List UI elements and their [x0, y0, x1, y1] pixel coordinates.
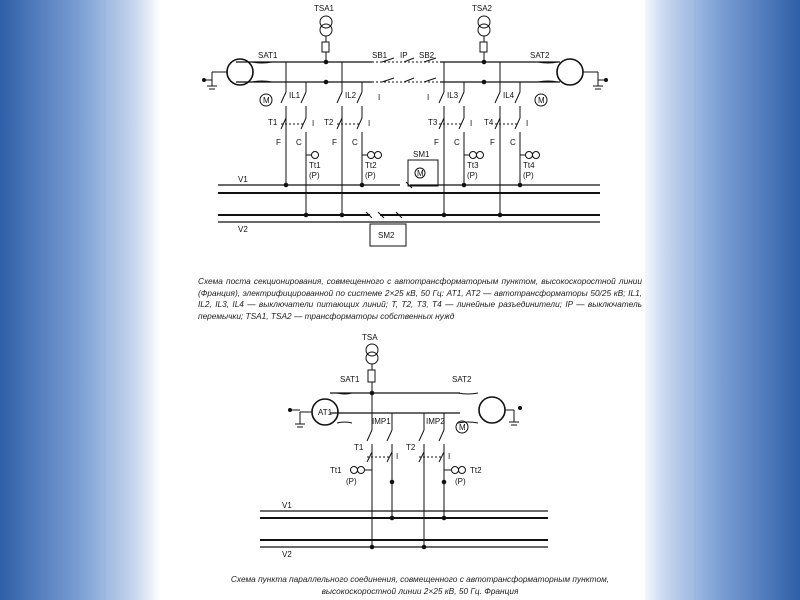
label-imp2: IMP2 [426, 417, 445, 426]
label-sat1: SAT1 [258, 51, 278, 60]
label-il4: IL4 [503, 91, 515, 100]
label-ip: IP [400, 51, 408, 60]
label-f1: F [276, 138, 281, 147]
label-c4: C [510, 138, 516, 147]
label-f4: F [490, 138, 495, 147]
label-c1: C [296, 138, 302, 147]
feeder-imp1 [354, 393, 398, 549]
label-i-d2b: I [448, 452, 451, 461]
diagram-1 [203, 4, 608, 246]
label-il3: IL3 [447, 91, 459, 100]
track-v1-d2 [260, 501, 548, 518]
label-sat1-d2: SAT1 [340, 375, 360, 384]
label-motor-d2: M [459, 423, 466, 432]
label-i3: I [470, 119, 473, 128]
label-i-d2a: I [396, 452, 399, 461]
label-v1: V1 [238, 175, 248, 184]
label-f2: F [332, 138, 337, 147]
label-p-d2b: (P) [455, 477, 466, 486]
diagram-2-caption: Схема пункта параллельного соединения, совмещенного с автотрансформаторным пунктом, высокоскоростной линии 2×25 кВ, 50 Гц. Франция [230, 574, 610, 596]
autotransformer-right-diagram2 [452, 375, 522, 433]
label-tt3: Tt3 [467, 161, 479, 170]
tsa1-transformer [314, 4, 335, 62]
label-c3: C [454, 138, 460, 147]
label-tsa1: TSA1 [314, 4, 335, 13]
track-v2-d2 [260, 540, 548, 559]
label-motor-left: M [263, 96, 270, 105]
label-il2: IL2 [345, 91, 357, 100]
label-t3: T3 [428, 118, 438, 127]
label-at1: AT1 [318, 408, 333, 417]
label-v2-d2: V2 [282, 550, 292, 559]
label-i4: I [526, 119, 529, 128]
label-v2: V2 [238, 225, 248, 234]
label-t4: T4 [484, 118, 494, 127]
label-i2: I [368, 119, 371, 128]
label-sat2: SAT2 [530, 51, 550, 60]
label-f3: F [434, 138, 439, 147]
label-t2: T2 [324, 118, 334, 127]
sb1-ip-sb2-switches [372, 51, 436, 102]
label-tsa: TSA [362, 333, 378, 342]
label-imp1: IMP1 [372, 417, 391, 426]
label-sb2-i: I [427, 93, 430, 102]
label-tt1-d2: Tt1 [330, 466, 342, 475]
label-t1: T1 [268, 118, 278, 127]
diagram-1-caption: Схема поста секционирования, совмещенного с автотрансформаторным пунктом, высокоскоростной линии (Франция), электрифицированной по системе 2×25 кВ, 50 Гц: AT1, AT2 — автотрансформаторы 50/25 кВ; IL1, IL2, IL3, IL4 — выключатели питающих линий; T, T2, T3, T4 — линейные разъединители; IP — выключатель перемычки; TSA1, TSA2 — трансформаторы собственных нужд [198, 276, 642, 321]
label-p3: (P) [467, 171, 478, 180]
label-p2: (P) [365, 171, 376, 180]
label-sb1: SB1 [372, 51, 388, 60]
label-sm2: SM2 [378, 231, 395, 240]
autotransformer-at1 [203, 51, 278, 106]
label-tt2: Tt2 [365, 161, 377, 170]
label-il1: IL1 [289, 91, 301, 100]
track-v1 [218, 175, 600, 193]
label-sb2: SB2 [419, 51, 435, 60]
autotransformer-at1-diagram2 [289, 375, 360, 427]
label-tsa2: TSA2 [472, 4, 493, 13]
label-p1: (P) [309, 171, 320, 180]
diagram-2 [260, 333, 548, 559]
label-sat2-d2: SAT2 [452, 375, 472, 384]
track-v2 [218, 182, 600, 234]
label-t1-d2: T1 [354, 443, 364, 452]
label-c2: C [352, 138, 358, 147]
label-p4: (P) [523, 171, 534, 180]
label-tt1: Tt1 [309, 161, 321, 170]
label-sm1-motor: M [417, 169, 424, 178]
label-i1: I [312, 119, 315, 128]
label-motor-right: M [538, 96, 545, 105]
sectioning-switch-sm1 [408, 150, 438, 186]
label-sm1: SM1 [413, 150, 430, 159]
tsa2-transformer [472, 4, 493, 62]
label-t2-d2: T2 [406, 443, 416, 452]
label-tt4: Tt4 [523, 161, 535, 170]
label-v1-d2: V1 [282, 501, 292, 510]
current-transformers-d2 [330, 466, 482, 486]
sectioning-switch-sm2 [370, 224, 406, 246]
autotransformer-at2 [530, 51, 608, 106]
feeder-imp2 [406, 413, 450, 549]
label-p-d2a: (P) [346, 477, 357, 486]
tsa-transformer [362, 333, 378, 393]
label-tt2-d2: Tt2 [470, 466, 482, 475]
label-sb1-i: I [378, 93, 381, 102]
